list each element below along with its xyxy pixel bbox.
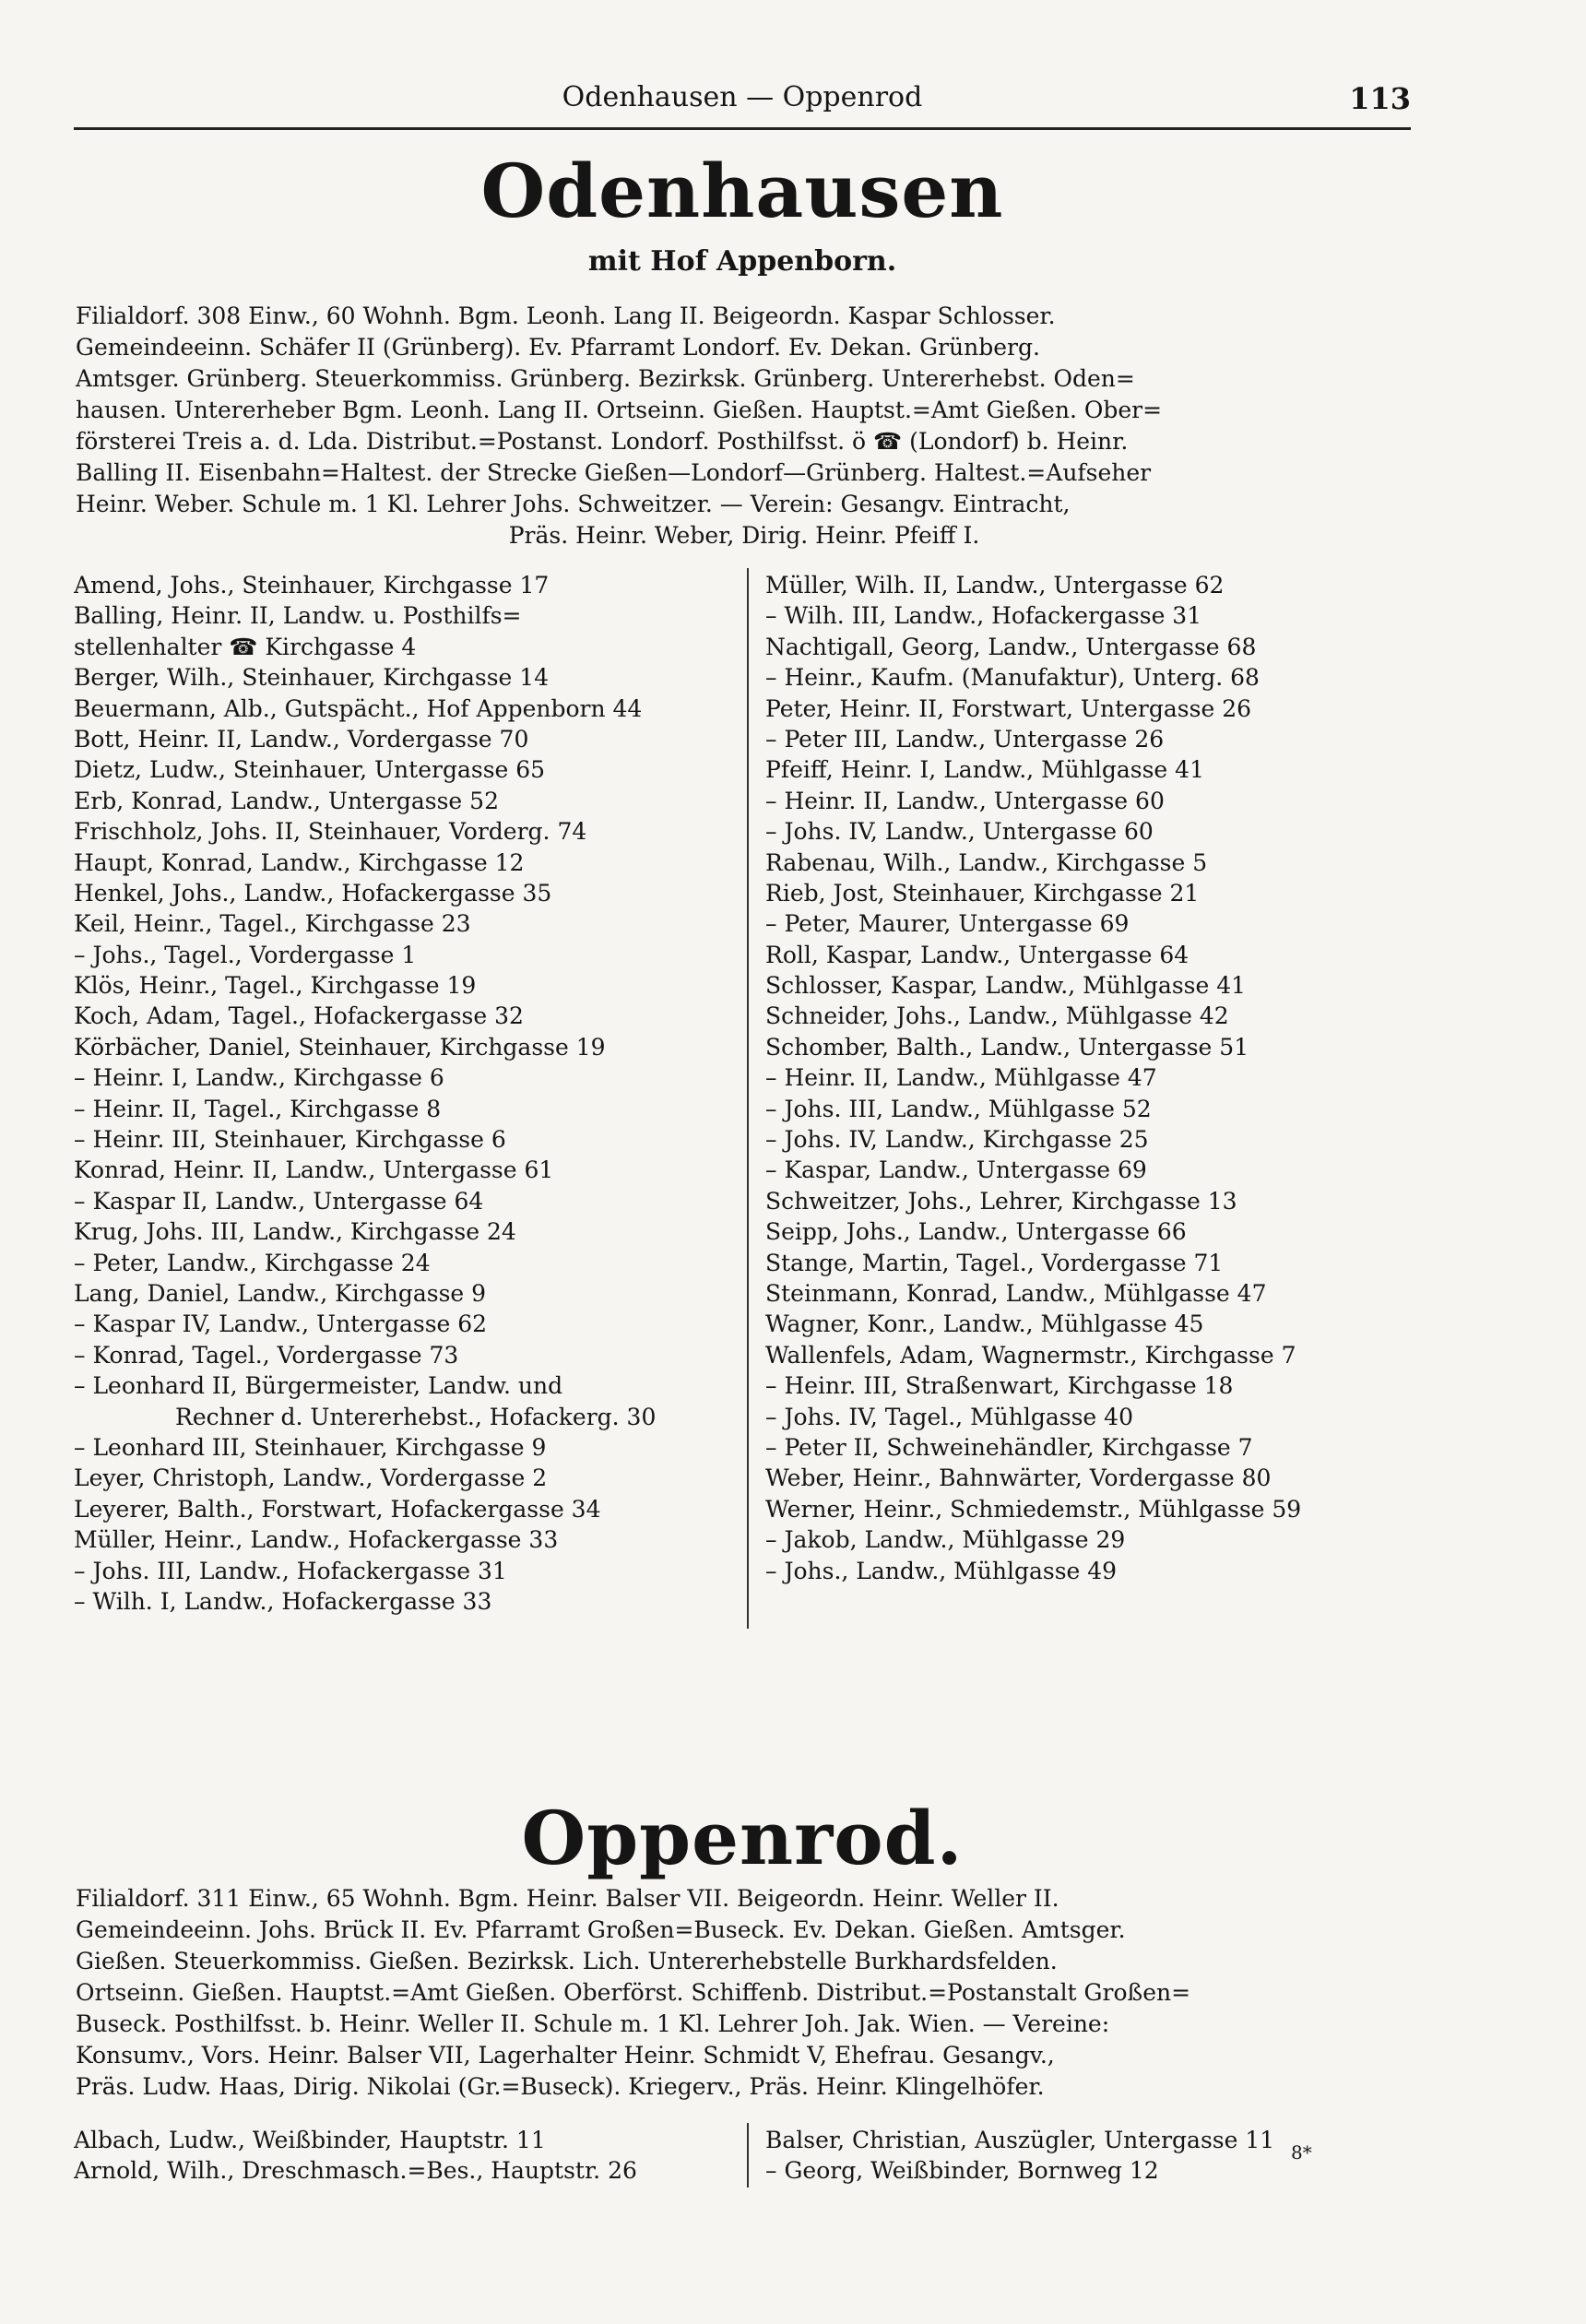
desc-line: Präs. Heinr. Weber, Dirig. Heinr. Pfeiff I. — [508, 522, 980, 549]
resident-entry: Müller, Heinr., Landw., Hofackergasse 33 — [74, 1526, 559, 1554]
resident-entry: Lang, Daniel, Landw., Kirchgasse 9 — [74, 1279, 487, 1307]
resident-entry: – Kaspar IV, Landw., Untergasse 62 — [74, 1310, 488, 1338]
resident-entry: Dietz, Ludw., Steinhauer, Untergasse 65 — [74, 756, 546, 784]
signature-mark: 8* — [1291, 2141, 1312, 2164]
desc-line: Balling II. Eisenbahn=Haltest. der Strecke Gießen—Londorf—Grünberg. Haltest.=Aufseher — [76, 459, 1152, 486]
resident-entry: Rechner d. Untererhebst., Hofackerg. 30 — [175, 1403, 657, 1430]
resident-entry: – Johs. III, Landw., Mühlgasse 52 — [765, 1095, 1152, 1122]
resident-entry: Steinmann, Konrad, Landw., Mühlgasse 47 — [765, 1279, 1267, 1307]
resident-entry: Balling, Heinr. II, Landw. u. Posthilfs= — [74, 602, 522, 630]
oppenrod-right-column — [765, 2125, 1420, 2187]
resident-entry: – Peter, Landw., Kirchgasse 24 — [74, 1249, 431, 1276]
resident-entry: Werner, Heinr., Schmiedemstr., Mühlgasse 59 — [765, 1495, 1302, 1523]
resident-entry: – Leonhard II, Bürgermeister, Landw. und — [74, 1372, 563, 1400]
resident-entry: Schomber, Balth., Landw., Untergasse 51 — [765, 1033, 1249, 1061]
resident-entry: Krug, Johs. III, Landw., Kirchgasse 24 — [74, 1218, 516, 1246]
resident-entry: Weber, Heinr., Bahnwärter, Vordergasse 80 — [765, 1464, 1272, 1492]
resident-entry: Henkel, Johs., Landw., Hofackergasse 35 — [74, 879, 552, 907]
desc-line: hausen. Untererheber Bgm. Leonh. Lang II. Ortseinn. Gießen. Hauptst.=Amt Gießen. Ober= — [76, 397, 1163, 423]
desc-line: Ortseinn. Gießen. Hauptst.=Amt Gießen. Oberförst. Schiffenb. Distribut.=Postanstalt Großen= — [76, 1979, 1191, 2006]
resident-entry: – Konrad, Tagel., Vordergasse 73 — [74, 1341, 459, 1369]
odenhausen-right-column — [765, 570, 1420, 1586]
resident-entry: – Johs., Landw., Mühlgasse 49 — [765, 1557, 1118, 1584]
resident-entry: Berger, Wilh., Steinhauer, Kirchgasse 14 — [74, 664, 550, 692]
resident-entry: Beuermann, Alb., Gutspächt., Hof Appenborn 44 — [74, 694, 643, 722]
resident-entry: stellenhalter ☎ Kirchgasse 4 — [74, 633, 417, 660]
desc-line: försterei Treis a. d. Lda. Distribut.=Postanst. Londorf. Posthilfsst. ö ☎ (Londorf) b. Heinr. — [76, 428, 1129, 455]
resident-entry: Körbächer, Daniel, Steinhauer, Kirchgasse 19 — [74, 1033, 606, 1061]
resident-entry: – Jakob, Landw., Mühlgasse 29 — [765, 1526, 1126, 1554]
oppenrod-left-column — [74, 2125, 738, 2187]
resident-entry: Peter, Heinr. II, Forstwart, Untergasse 26 — [765, 694, 1252, 722]
desc-line: Amtsger. Grünberg. Steuerkommiss. Grünberg. Bezirksk. Grünberg. Untererhebst. Oden= — [76, 365, 1135, 392]
desc-line: Gemeindeeinn. Johs. Brück II. Ev. Pfarramt Großen=Buseck. Ev. Dekan. Gießen. Amtsger. — [76, 1916, 1126, 1943]
resident-entry: Albach, Ludw., Weißbinder, Hauptstr. 11 — [74, 2127, 546, 2153]
running-title: Odenhausen — Oppenrod — [562, 81, 923, 113]
running-header — [74, 81, 1411, 130]
resident-entry: Seipp, Johs., Landw., Untergasse 66 — [765, 1218, 1187, 1246]
desc-line: Buseck. Posthilfsst. b. Heinr. Weller II. Schule m. 1 Kl. Lehrer Joh. Jak. Wien. — Vereine: — [76, 2010, 1110, 2037]
resident-entry: Bott, Heinr. II, Landw., Vordergasse 70 — [74, 725, 529, 753]
section-subtitle-odenhausen: mit Hof Appenborn. — [587, 245, 897, 278]
section-title-oppenrod: Oppenrod. — [521, 1795, 964, 1881]
resident-entry: Pfeiff, Heinr. I, Landw., Mühlgasse 41 — [765, 756, 1204, 784]
resident-entry: Rieb, Jost, Steinhauer, Kirchgasse 21 — [765, 879, 1200, 907]
resident-entry: – Kaspar, Landw., Untergasse 69 — [765, 1156, 1147, 1184]
resident-entry: Rabenau, Wilh., Landw., Kirchgasse 5 — [765, 848, 1208, 876]
oppenrod-description — [76, 1883, 1413, 2103]
resident-entry: Schneider, Johs., Landw., Mühlgasse 42 — [765, 1002, 1229, 1030]
resident-entry: – Johs. IV, Landw., Kirchgasse 25 — [765, 1126, 1149, 1154]
resident-entry: – Peter, Maurer, Untergasse 69 — [765, 910, 1130, 938]
resident-entry: Frischholz, Johs. II, Steinhauer, Vorderg. 74 — [74, 818, 587, 846]
resident-entry: Haupt, Konrad, Landw., Kirchgasse 12 — [74, 848, 525, 876]
resident-entry: – Peter II, Schweinehändler, Kirchgasse 7 — [765, 1433, 1253, 1461]
resident-entry: – Kaspar II, Landw., Untergasse 64 — [74, 1187, 484, 1215]
resident-entry: – Heinr. III, Straßenwart, Kirchgasse 18 — [765, 1372, 1234, 1400]
desc-line: Heinr. Weber. Schule m. 1 Kl. Lehrer Johs. Schweitzer. — Verein: Gesangv. Eintracht, — [76, 491, 1071, 517]
resident-entry: Schweitzer, Johs., Lehrer, Kirchgasse 13 — [765, 1187, 1237, 1215]
resident-entry: Keil, Heinr., Tagel., Kirchgasse 23 — [74, 910, 471, 938]
column-divider — [747, 2123, 749, 2188]
resident-entry: Wallenfels, Adam, Wagnermstr., Kirchgasse 7 — [765, 1341, 1296, 1369]
resident-entry: Konrad, Heinr. II, Landw., Untergasse 61 — [74, 1156, 554, 1184]
resident-entry: Balser, Christian, Auszügler, Untergasse 11 — [765, 2127, 1275, 2153]
resident-entry: – Heinr. II, Tagel., Kirchgasse 8 — [74, 1095, 442, 1122]
resident-entry: – Georg, Weißbinder, Bornweg 12 — [765, 2157, 1159, 2185]
resident-entry: Schlosser, Kaspar, Landw., Mühlgasse 41 — [765, 972, 1247, 1000]
desc-line: Konsumv., Vors. Heinr. Balser VII, Lagerhalter Heinr. Schmidt V, Ehefrau. Gesangv., — [76, 2042, 1055, 2069]
desc-line: Gemeindeeinn. Schäfer II (Grünberg). Ev. Pfarramt Londorf. Ev. Dekan. Grünberg. — [76, 334, 1040, 361]
resident-entry: Erb, Konrad, Landw., Untergasse 52 — [74, 787, 499, 814]
resident-entry: Müller, Wilh. II, Landw., Untergasse 62 — [765, 572, 1225, 599]
resident-entry: – Peter III, Landw., Untergasse 26 — [765, 725, 1165, 753]
resident-entry: – Johs. III, Landw., Hofackergasse 31 — [74, 1557, 507, 1584]
resident-entry: – Wilh. I, Landw., Hofackergasse 33 — [74, 1587, 492, 1615]
resident-entry: – Johs. IV, Tagel., Mühlgasse 40 — [765, 1403, 1133, 1430]
desc-line: Filialdorf. 311 Einw., 65 Wohnh. Bgm. Heinr. Balser VII. Beigeordn. Heinr. Weller II. — [76, 1885, 1059, 1912]
resident-entry: Koch, Adam, Tagel., Hofackergasse 32 — [74, 1002, 524, 1030]
resident-entry: – Heinr. I, Landw., Kirchgasse 6 — [74, 1064, 444, 1092]
resident-entry: – Leonhard III, Steinhauer, Kirchgasse 9 — [74, 1433, 547, 1461]
resident-entry: Klös, Heinr., Tagel., Kirchgasse 19 — [74, 972, 477, 1000]
resident-entry: – Wilh. III, Landw., Hofackergasse 31 — [765, 602, 1202, 630]
column-divider — [747, 568, 749, 1629]
resident-entry: – Heinr., Kaufm. (Manufaktur), Unterg. 68 — [765, 664, 1260, 692]
resident-entry: – Heinr. III, Steinhauer, Kirchgasse 6 — [74, 1126, 506, 1154]
resident-entry: Amend, Johs., Steinhauer, Kirchgasse 17 — [74, 572, 550, 599]
page-number: 113 — [1349, 81, 1411, 116]
resident-entry: Arnold, Wilh., Dreschmasch.=Bes., Hauptstr. 26 — [74, 2157, 637, 2185]
resident-entry: Stange, Martin, Tagel., Vordergasse 71 — [765, 1249, 1224, 1276]
resident-entry: Wagner, Konr., Landw., Mühlgasse 45 — [765, 1310, 1204, 1338]
odenhausen-description — [76, 301, 1413, 551]
resident-entry: Leyer, Christoph, Landw., Vordergasse 2 — [74, 1464, 548, 1492]
desc-line: Gießen. Steuerkommiss. Gießen. Bezirksk. Lich. Untererhebstelle Burkhardsfelden. — [76, 1948, 1058, 1974]
desc-line: Präs. Ludw. Haas, Dirig. Nikolai (Gr.=Buseck). Kriegerv., Präs. Heinr. Klingelhöfer. — [76, 2073, 1045, 2100]
resident-entry: Leyerer, Balth., Forstwart, Hofackergasse 34 — [74, 1495, 601, 1523]
section-title-odenhausen: Odenhausen — [480, 148, 1004, 234]
resident-entry: – Johs. IV, Landw., Untergasse 60 — [765, 818, 1154, 846]
desc-line: Filialdorf. 308 Einw., 60 Wohnh. Bgm. Leonh. Lang II. Beigeordn. Kaspar Schlosser. — [76, 302, 1056, 329]
resident-entry: – Johs., Tagel., Vordergasse 1 — [74, 941, 417, 968]
resident-entry: – Heinr. II, Landw., Mühlgasse 47 — [765, 1064, 1157, 1092]
odenhausen-left-column — [74, 570, 738, 1617]
resident-entry: Nachtigall, Georg, Landw., Untergasse 68 — [765, 633, 1257, 660]
resident-entry: – Heinr. II, Landw., Untergasse 60 — [765, 787, 1165, 814]
resident-entry: Roll, Kaspar, Landw., Untergasse 64 — [765, 941, 1190, 968]
